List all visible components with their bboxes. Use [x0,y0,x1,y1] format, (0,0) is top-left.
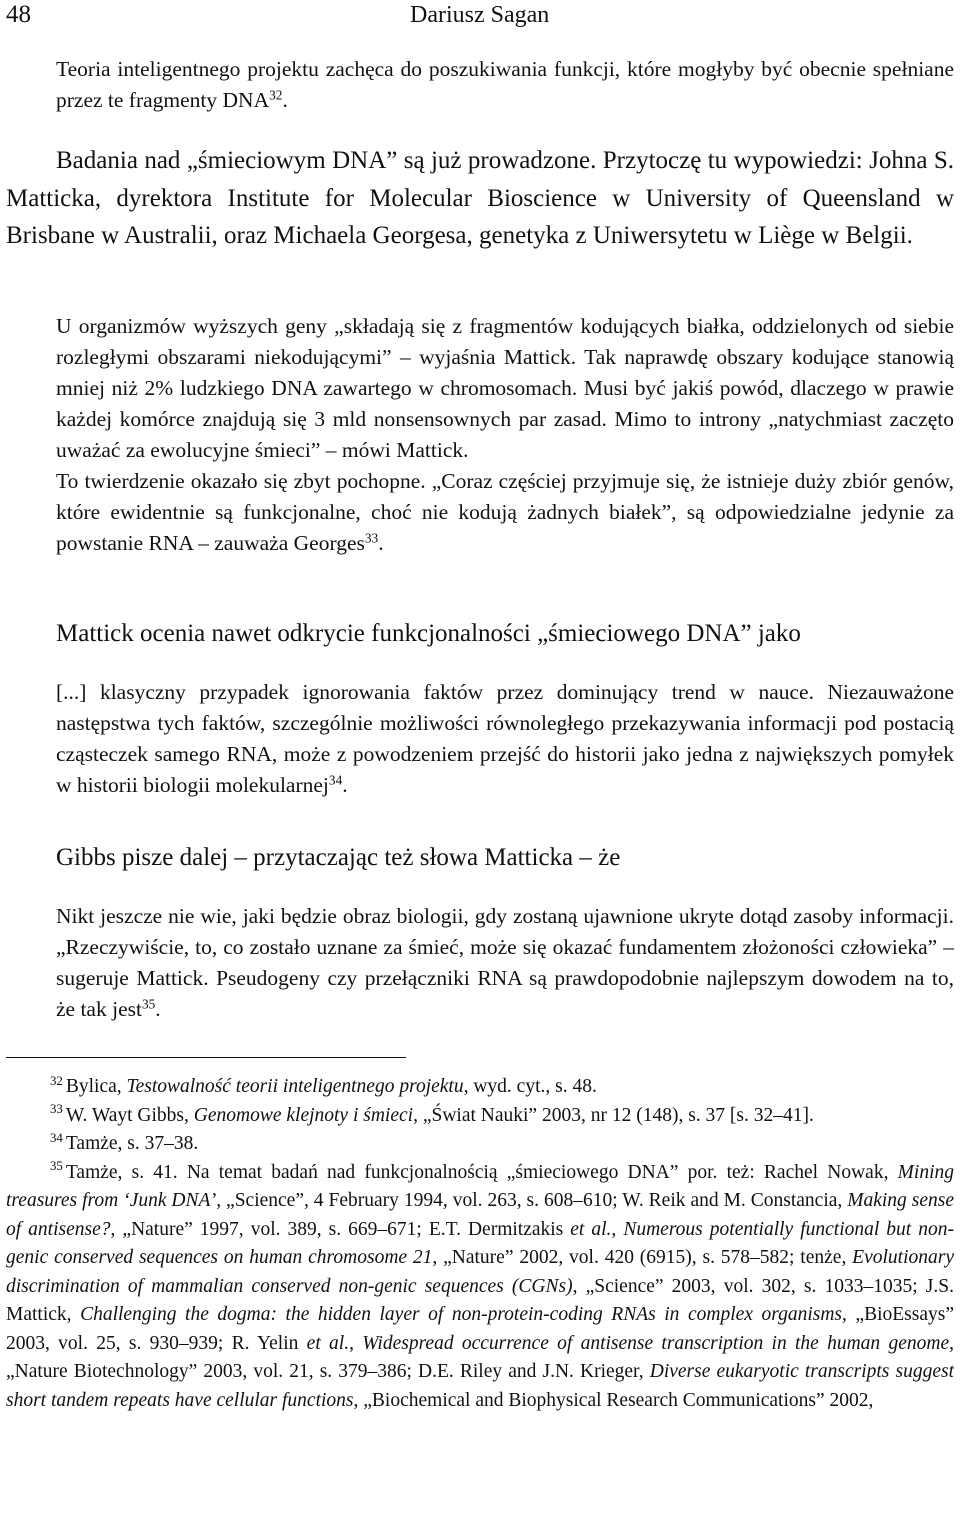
quote-text: To twierdzenie okazało się zbyt pochopne. „Coraz częściej przyjmuje się, że istnieje duży zbiór genów, które ewidentnie są funkcjonalne, choć nie kodują żadnych białek”, są odpowiedzialne jedynie za powstanie RNA – zauważa Georges [56,469,954,555]
footnote-ref[interactable]: 32 [269,87,283,103]
footnote-number: 32 [50,1073,63,1088]
footnote-title: et al. [306,1332,350,1354]
quote-text: Nikt jeszcze nie wie, jaki będzie obraz biologii, gdy zostaną ujawnione ukryte dotąd zasoby informacji. „Rzeczywiście, to, co zostało uznane za śmieć, może się okazać fundamentem złożoności człowieka” – sugeruje Mattick. Pseudogeny czy przełączniki RNA są prawdopodobnie najlepszym dowodem na to, że tak jest [56,904,954,1021]
body-paragraph-2 [56,615,954,653]
quote-text: Teoria inteligentnego projektu zachęca do poszukiwania funkcji, które mogłyby być obecnie spełniane przez te fragmenty DNA [56,57,954,112]
quote-paragraph [56,901,954,1025]
quote-end: . [155,997,161,1021]
footnote-text: Tamże, s. 37–38. [65,1133,199,1154]
footnote-text: , „Nature” 1997, vol. 389, s. 669–671; E.T. Dermitzakis [110,1218,571,1240]
footnote-text: W. Wayt Gibbs, [65,1104,194,1126]
footnote-title: Genomowe klejnoty i śmieci [193,1104,414,1126]
footnote-text: , „Świat Nauki” 2003, nr 12 (148), s. 37 [s. 32–41]. [413,1104,814,1126]
running-head: Dariusz Sagan [410,2,550,28]
footnote-title: Diverse eukaryotic transcripts suggest short tandem repeats have cellular functions [6,1361,954,1411]
footnote-title: Making sense of antisense? [6,1190,954,1240]
footnote-ref[interactable]: 33 [364,530,379,546]
footnote-text: , „Nature” 2002, vol. 420 (6915), s. 578–582; tenże, [432,1247,853,1268]
footnote-title: Widespread occurrence of antisense transcription in the human genome [362,1332,950,1354]
quote-paragraph: U organizmów wyższych geny „składają się z fragmentów kodujących białka, oddzielonych od siebie rozległymi obszarami niekodującymi” – wyjaśnia Mattick. Tak naprawdę obszary kodujące stanowią mniej niż 2% ludzkiego DNA zawartego w chromosomach. Musi być jakiś powód, dlaczego w prawie każdej komórce znajdują się 3 mld nonsensownych par zasad. Mimo to introny „natychmiast zaczęto uważać za ewolucyjne śmieci” – mówi Mattick. [56,314,954,462]
quote-end: . [378,531,384,555]
footnote-title: et al. [570,1218,612,1240]
footnote-number: 34 [50,1130,63,1145]
footnote-text: Tamże, s. 41. Na temat badań nad funkcjonalnością „śmieciowego DNA” por. też: Rachel Nowak, [65,1161,898,1183]
footnote-text: , „Biochemical and Biophysical Research Communications” 2002, [353,1389,874,1411]
footnote-text: , wyd. cyt., s. 48. [463,1076,597,1097]
footnote-34 [6,1130,954,1159]
footnote-35 [6,1159,954,1416]
quote-end: . [342,773,348,797]
quote-block-4 [56,901,954,1025]
quote-paragraph [56,54,954,116]
footnote-number: 35 [50,1159,63,1174]
footnote-title: Mining treasures from ‘Junk DNA’ [6,1161,954,1211]
body-paragraph-text: Gibbs pisze dalej – przytaczając też słowa Matticka – że [56,844,621,871]
footnote-ref[interactable]: 35 [141,996,156,1012]
footnote-title: Numerous potentially functional but non-genic conserved sequences on human chromosome 21 [6,1218,954,1268]
quote-block-3 [56,677,954,801]
footnote-text: , „Science”, 4 February 1994, vol. 263, s. 608–610; W. Reik and M. Constancia, [216,1190,848,1211]
footnote-ref[interactable]: 34 [328,772,343,788]
body-paragraph-3 [56,839,954,877]
quote-text: [...] klasyczny przypadek ignorowania faktów przez dominujący trend w nauce. Niezauważone następstwa tych faktów, szczególnie możliwości równoległego przekazywania informacji pod postacią cząsteczek samego RNA, może z powodzeniem przejść do historii jako jedna z największych pomyłek w historii biologii molekularnej [56,680,954,797]
body-paragraph-1 [6,142,954,255]
footnote-33 [6,1102,954,1131]
footnotes-section [6,1073,954,1415]
footnote-32 [6,1073,954,1102]
quote-paragraph [56,677,954,801]
quote-end: . [282,88,288,112]
page-header [6,0,954,32]
body-paragraph-text: Mattick ocenia nawet odkrycie funkcjonalności „śmieciowego DNA” jako [56,620,801,647]
footnote-title: Challenging the dogma: the hidden layer of non-protein-coding RNAs in complex organisms [80,1304,843,1325]
quote-block-1 [56,54,954,116]
footnote-text: , „Science” 2003, vol. 302, s. 1033–1035; J.S. Mattick, [6,1275,954,1325]
footnote-text: , [611,1218,624,1240]
quote-paragraph [56,466,954,559]
footnote-number: 33 [50,1102,63,1117]
quote-block-2 [56,311,954,559]
footnote-title: Evolutionary discrimination of mammalian conserved non-genic sequences (CGNs) [6,1247,954,1297]
footnote-text: , [349,1332,363,1354]
footnote-title: Testowalność teorii inteligentnego projektu [126,1076,464,1097]
page-number: 48 [6,1,31,28]
footnote-text: Bylica, [65,1076,127,1097]
footnote-text: , „Nature Biotechnology” 2003, vol. 21, s. 379–386; D.E. Riley and J.N. Krieger, [6,1332,954,1382]
footnote-text: , „BioEssays” 2003, vol. 25, s. 930–939; R. Yelin [6,1304,955,1354]
body-paragraph-text: Badania nad „śmieciowym DNA” są już prowadzone. Przytoczę tu wypowiedzi: Johna S. Matticka, dyrektora Institute for Molecular Bioscience w University of Queensland w Brisbane w Australii, oraz Michaela Georgesa, genetyka z Uniwersytetu w Liège w Belgii. [6,147,954,249]
footnote-separator [6,1057,406,1058]
